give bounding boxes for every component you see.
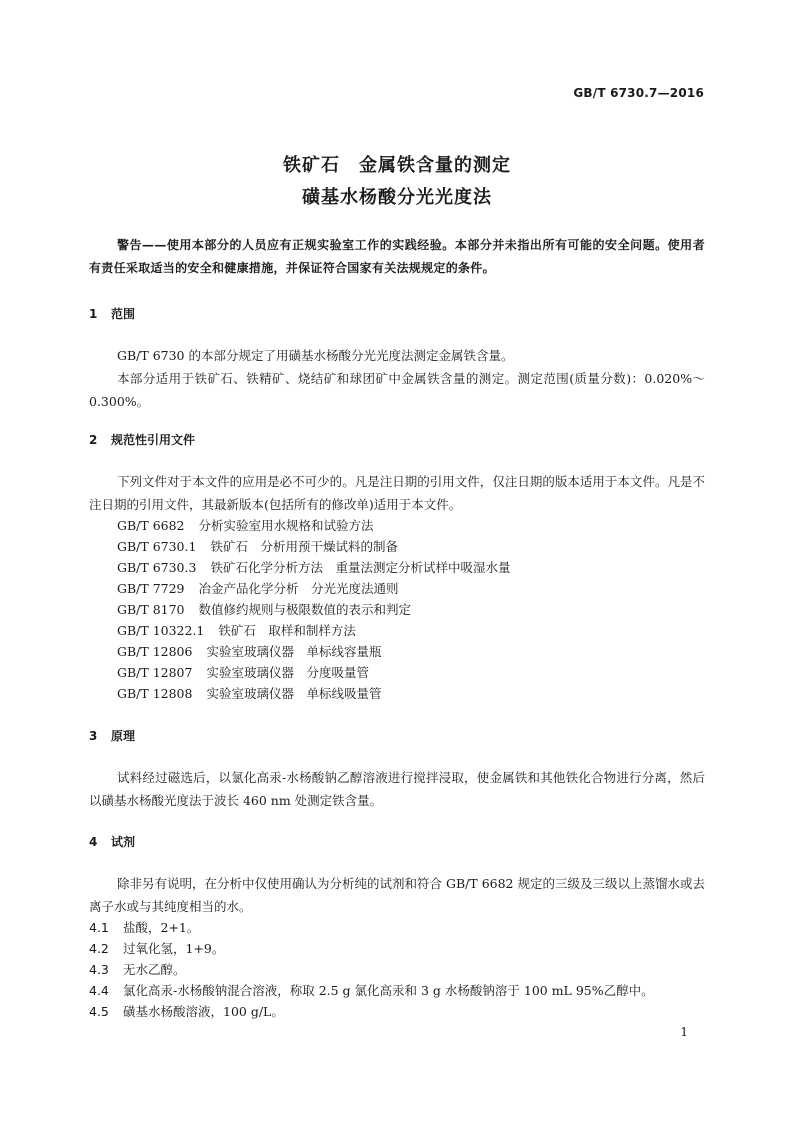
page-number: 1: [680, 1025, 688, 1039]
reference-title: 实验室玻璃仪器 分度吸量管: [206, 665, 369, 680]
reagent-number: 4.4: [89, 983, 109, 998]
reference-code: GB/T 10322.1: [117, 623, 205, 638]
section-number: 2: [89, 433, 98, 447]
document-title-line-2: 磺基水杨酸分光光度法: [302, 187, 492, 208]
reagent-text: 无水乙醇。: [123, 962, 186, 977]
reference-code: GB/T 12806: [117, 644, 193, 659]
reagent-number: 4.2: [89, 941, 109, 956]
reference-item: [117, 600, 411, 618]
reagent-item: [89, 960, 186, 978]
section-title: 范围: [111, 307, 136, 321]
reagent-number: 4.3: [89, 962, 109, 977]
section-3-paragraph-1: 试料经过磁选后，以氯化高汞-水杨酸钠乙醇溶液进行搅拌浸取，使金属铁和其他铁化合物进行分离，然后以磺基水杨酸光度法于波长 460 nm 处测定铁含量。: [89, 770, 705, 808]
reagent-text: 盐酸，2+1。: [123, 920, 200, 935]
reference-title: 铁矿石 取样和制样方法: [218, 623, 356, 638]
reference-item: [117, 642, 381, 660]
section-1-paragraph-2: 本部分适用于铁矿石、铁精矿、烧结矿和球团矿中金属铁含量的测定。测定范围(质量分数)：0.020%～0.300%。: [89, 371, 705, 409]
reference-item: [117, 579, 399, 597]
reagent-item: [89, 1002, 284, 1020]
reference-title: 实验室玻璃仪器 单标线吸量管: [206, 686, 382, 701]
reference-code: GB/T 12807: [117, 665, 193, 680]
reference-title: 数值修约规则与极限数值的表示和判定: [198, 602, 412, 617]
section-title: 规范性引用文件: [111, 433, 196, 447]
section-2-heading: [89, 431, 195, 448]
reference-item: [117, 516, 374, 534]
reference-item: [117, 684, 381, 702]
reference-code: GB/T 7729: [117, 581, 185, 596]
document-title-line-1: 铁矿石 金属铁含量的测定: [283, 155, 511, 176]
section-title: 试剂: [111, 835, 136, 849]
section-2-paragraph-1: 下列文件对于本文件的应用是必不可少的。凡是注日期的引用文件，仅注日期的版本适用于本文件。凡是不注日期的引用文件，其最新版本(包括所有的修改单)适用于本文件。: [89, 474, 705, 512]
reference-code: GB/T 12808: [117, 686, 193, 701]
section-4-heading: [89, 833, 135, 850]
reference-item: [117, 537, 398, 555]
standard-code: GB/T 6730.7—2016: [573, 86, 704, 100]
section-1-paragraph-1: GB/T 6730 的本部分规定了用磺基水杨酸分光光度法测定金属铁含量。: [117, 348, 514, 363]
reagent-text: 氯化高汞-水杨酸钠混合溶液，称取 2.5 g 氯化高汞和 3 g 水杨酸钠溶于 100 mL 95%乙醇中。: [123, 983, 654, 998]
reagent-number: 4.1: [89, 920, 109, 935]
reference-title: 实验室玻璃仪器 单标线容量瓶: [206, 644, 382, 659]
reference-title: 分析实验室用水规格和试验方法: [198, 518, 374, 533]
reagent-item: [89, 939, 224, 957]
reagent-number: 4.5: [89, 1004, 109, 1019]
reagent-text: 过氧化氢，1+9。: [123, 941, 225, 956]
reference-title: 冶金产品化学分析 分光光度法通则: [198, 581, 399, 596]
reference-code: GB/T 6730.1: [117, 539, 197, 554]
section-1-heading: [89, 305, 135, 322]
section-number: 3: [89, 729, 98, 743]
reference-code: GB/T 6682: [117, 518, 185, 533]
reference-title: 铁矿石化学分析方法 重量法测定分析试样中吸湿水量: [210, 560, 511, 575]
section-number: 1: [89, 307, 98, 321]
reference-code: GB/T 6730.3: [117, 560, 197, 575]
reference-code: GB/T 8170: [117, 602, 185, 617]
section-title: 原理: [111, 729, 136, 743]
reagent-item: [89, 918, 199, 936]
section-number: 4: [89, 835, 98, 849]
reference-item: [117, 558, 510, 576]
reference-item: [117, 621, 356, 639]
warning-paragraph: 警告——使用本部分的人员应有正规实验室工作的实践经验。本部分并未指出所有可能的安全问题。使用者有责任采取适当的安全和健康措施，并保证符合国家有关法规规定的条件。: [89, 238, 705, 275]
section-3-heading: [89, 727, 135, 744]
reference-item: [117, 663, 369, 681]
reference-title: 铁矿石 分析用预干燥试料的制备: [210, 539, 398, 554]
reagent-text: 磺基水杨酸溶液，100 g/L。: [123, 1004, 284, 1019]
reagent-item: [89, 981, 654, 999]
section-4-paragraph-1: 除非另有说明，在分析中仅使用确认为分析纯的试剂和符合 GB/T 6682 规定的三级及三级以上蒸馏水或去离子水或与其纯度相当的水。: [89, 876, 705, 914]
